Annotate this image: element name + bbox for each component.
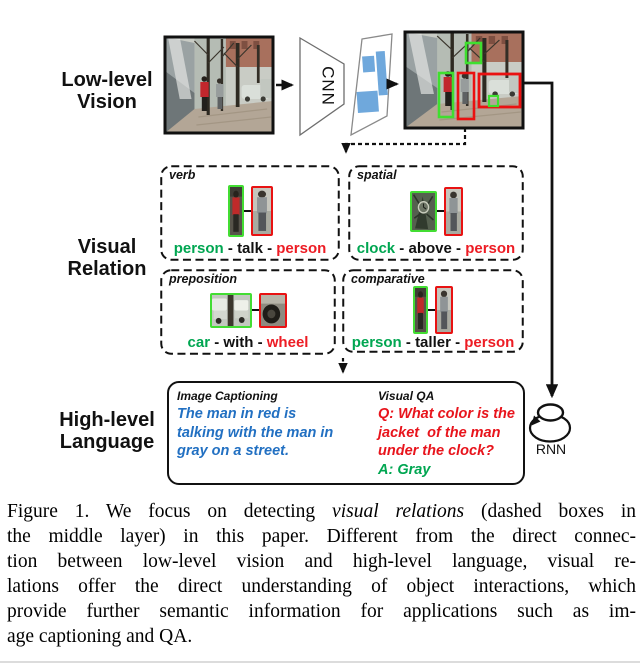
caption-line: provide further semantic information for applications such as im- — [7, 601, 636, 622]
car-crop — [210, 293, 252, 328]
arrow-detections-to-relations — [346, 128, 465, 152]
relation-box-spatial — [348, 165, 524, 261]
arrow-vision-to-rnn — [523, 83, 552, 396]
a-text: : Gray — [388, 461, 431, 478]
label-line: Visual — [77, 236, 137, 258]
relation-category: comparative — [351, 272, 425, 286]
label-line: Relation — [67, 258, 147, 280]
caption-text: (dashed boxes in — [464, 501, 636, 522]
relation-separator: - — [262, 240, 277, 257]
figure-caption — [7, 499, 636, 649]
visual-qa-column — [378, 388, 515, 479]
relation-predicate: above — [408, 240, 452, 257]
relation-triplet — [166, 240, 334, 257]
relation-category: spatial — [357, 168, 397, 182]
caption-line: lations offer the direct understanding of object interactions, which — [7, 576, 636, 597]
a-label: A — [378, 461, 389, 478]
relation-triplet — [354, 240, 518, 257]
qa-question-line: under the clock? — [378, 443, 495, 460]
label-low-level-vision — [22, 69, 192, 113]
relation-subject: car — [187, 334, 211, 351]
person-in-gray-crop — [444, 187, 463, 236]
rnn-label: RNN — [535, 441, 567, 457]
relation-subject: person — [173, 240, 224, 257]
qa-question-line: jacket of the man — [378, 424, 501, 441]
feature-maps — [351, 34, 392, 135]
relation-separator: - — [401, 334, 416, 351]
person-in-gray-crop — [251, 186, 273, 236]
crop-connector — [244, 210, 251, 213]
relation-box-preposition — [160, 269, 336, 355]
person-in-gray-crop — [435, 286, 453, 334]
relation-crops — [166, 286, 330, 334]
relation-separator: - — [395, 240, 409, 257]
relation-separator: - — [451, 240, 466, 257]
cnn-label: CNN — [318, 66, 338, 106]
caption-text-line: The man in red is — [177, 406, 297, 422]
crop-connector — [428, 309, 435, 312]
caption-line: the middle layer) in this paper. Different from the direct connec- — [7, 526, 636, 547]
label-line: Low-level — [61, 69, 153, 91]
relation-object: person — [465, 240, 516, 257]
detected-photo — [405, 32, 523, 128]
q-text: : What color is the — [389, 406, 515, 422]
crop-connector — [437, 210, 444, 213]
captioning-heading: Image Captioning — [177, 389, 278, 403]
language-box — [167, 381, 525, 485]
caption-line: age captioning and QA. — [7, 626, 193, 647]
person-in-red-crop — [228, 185, 244, 237]
relation-subject: person — [351, 334, 402, 351]
relation-triplet — [348, 334, 518, 351]
relation-predicate: taller — [415, 334, 451, 351]
relation-separator: - — [450, 334, 465, 351]
rnn-icon — [530, 405, 570, 442]
qa-answer-line — [378, 461, 515, 480]
image-captioning-column — [177, 388, 333, 461]
clock-crop — [410, 191, 437, 232]
relation-predicate: talk — [237, 240, 263, 257]
q-label: Q — [378, 406, 390, 422]
relation-separator: - — [253, 334, 267, 351]
relation-predicate: with — [223, 334, 254, 351]
caption-text: Figure 1. We focus on detecting — [7, 501, 333, 522]
relation-box-comparative — [342, 269, 524, 353]
caption-italic-text: visual relations — [332, 501, 465, 522]
relation-separator: - — [210, 334, 224, 351]
caption-line — [7, 499, 636, 524]
label-line: Language — [59, 431, 155, 453]
relation-crops — [348, 286, 518, 334]
cnn-block — [300, 38, 344, 135]
relation-object: person — [276, 240, 327, 257]
relation-category: verb — [169, 168, 196, 182]
relation-object: person — [464, 334, 515, 351]
person-in-red-crop — [413, 286, 428, 334]
qa-question-line — [378, 405, 515, 424]
relation-object: wheel — [266, 334, 309, 351]
caption-line: tion between low-level vision and high-level language, visual re- — [7, 551, 636, 572]
relation-category: preposition — [169, 272, 238, 286]
relation-triplet — [166, 334, 330, 351]
relation-box-verb — [160, 165, 340, 261]
label-line: High-level — [59, 409, 155, 431]
crop-connector — [252, 309, 259, 312]
relation-separator: - — [223, 240, 238, 257]
page-divider — [0, 661, 640, 663]
caption-text-line: talking with the man in — [177, 424, 334, 441]
relation-subject: clock — [356, 240, 396, 257]
label-line: Vision — [77, 91, 137, 113]
qa-heading: Visual QA — [378, 389, 435, 403]
relation-crops — [354, 182, 518, 240]
relation-crops — [166, 182, 334, 240]
wheel-crop — [259, 293, 287, 328]
caption-text-line: gray on a street. — [177, 443, 290, 460]
